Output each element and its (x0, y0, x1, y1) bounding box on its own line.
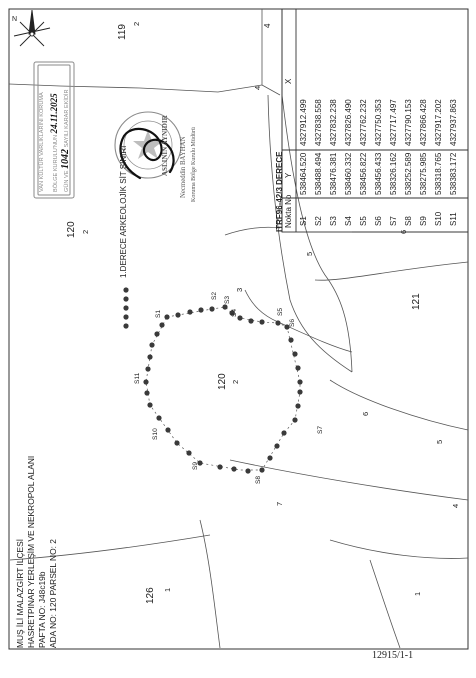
coord-row-y: 538326.162 (389, 152, 398, 195)
parcel-label: 5 (305, 251, 314, 256)
legend-dot (123, 323, 128, 328)
parcel-label: 1 (163, 587, 172, 592)
boundary-dot (187, 309, 192, 314)
document-number: 12915/1-1 (372, 650, 414, 661)
coord-row-x: 4327917.202 (434, 99, 443, 146)
stamp-council-date: 24.11.2025 (49, 93, 59, 134)
coord-row-y: 538275.985 (419, 152, 428, 195)
coord-row-x: 4327838.558 (314, 99, 323, 146)
copy-stamp-role: Koruma Bölge Kurulu Müdürü (191, 127, 197, 202)
boundary-line (262, 9, 280, 95)
boundary-dot (288, 337, 293, 342)
coord-row-y: 538252.589 (404, 152, 413, 195)
copy-stamp-title: ASLININ AYNIDIR (161, 115, 169, 176)
boundary-dot (297, 389, 302, 394)
map-frame (9, 9, 468, 649)
coord-row-point: S2 (314, 216, 323, 226)
coord-row-x: 4327866.428 (419, 99, 428, 146)
boundary-line (200, 520, 220, 648)
stamp-council-number: 1042 (60, 148, 71, 169)
parcel-label: 2 (231, 379, 240, 384)
point-label: S10 (152, 428, 159, 440)
boundary-dot (156, 415, 161, 420)
boundary-dot (164, 314, 169, 319)
boundary-dot (295, 365, 300, 370)
boundary-line (315, 262, 468, 280)
location-title-4: ADA NO: 120 PARSEL NO: 2 (48, 539, 58, 648)
compass-needle (29, 10, 35, 34)
boundary-dot (147, 402, 152, 407)
boundary-dot (209, 306, 214, 311)
parcel-label: 7 (275, 501, 284, 506)
coord-row-x: 4327762.232 (359, 99, 368, 146)
boundary-dot (259, 467, 264, 472)
coord-table-title: ITRF96-42/3 DERECE (275, 151, 284, 232)
point-label: S6 (289, 318, 296, 327)
legend-label: 1.DERECE ARKEOLOJİK SİT SINIRI (119, 145, 128, 278)
boundary-dot (292, 351, 297, 356)
parcel-label: 119 (117, 24, 128, 40)
coord-row-x: 4327826.490 (344, 99, 353, 146)
boundary-dot (143, 379, 148, 384)
boundary-dot (145, 366, 150, 371)
location-title-1: MUŞ İLİ MALAZGİRT İLÇESİ (15, 538, 25, 648)
point-label: S9 (192, 461, 199, 470)
boundary-dot (174, 440, 179, 445)
compass-north-label: N (12, 16, 18, 23)
parcel-boundaries (9, 9, 468, 648)
point-label: S3 (224, 295, 231, 304)
parcel-label: 121 (411, 293, 422, 310)
coord-row-y: 538476.381 (329, 152, 338, 195)
coord-row-y: 538488.494 (314, 152, 323, 195)
legend-dot (123, 287, 128, 292)
coord-row-y: 538460.332 (344, 152, 353, 195)
boundary-line (10, 535, 210, 560)
location-title-2: HASRETPINAR YERLEŞİM VE NEKROPOL ALANI (26, 455, 36, 648)
boundary-dot (292, 417, 297, 422)
boundary-dot (259, 319, 264, 324)
boundary-dot (295, 403, 300, 408)
boundary-dot (274, 443, 279, 448)
boundary-dot (144, 390, 149, 395)
seal-star (133, 130, 163, 159)
legend-dot (123, 296, 128, 301)
boundary-dot (222, 304, 227, 309)
parcel-label: 4 (253, 85, 262, 90)
parcel-label: 3 (235, 287, 244, 292)
parcel-label: 5 (435, 439, 444, 444)
boundary-dot (231, 466, 236, 471)
legend-dot (123, 305, 128, 310)
compass-center (30, 32, 34, 36)
boundary-dot (275, 320, 280, 325)
boundary-line (9, 84, 262, 92)
parcel-label: 126 (145, 587, 156, 604)
coord-row-x: 4327937.863 (449, 99, 458, 146)
point-label: S7 (317, 425, 324, 434)
boundary-dot (159, 322, 164, 327)
coord-row-x: 4327717.497 (389, 99, 398, 146)
coord-table-header-y: Y (284, 172, 293, 178)
point-label: S5 (277, 307, 284, 316)
parcel-label: 120 (66, 221, 77, 238)
point-label: S8 (255, 475, 262, 484)
coord-row-point: S9 (419, 216, 428, 226)
coord-row-point: S4 (344, 216, 353, 226)
point-label: S11 (134, 372, 141, 384)
boundary-dot (186, 450, 191, 455)
coord-row-point: S11 (449, 212, 458, 226)
boundary-dot (165, 427, 170, 432)
boundary-line (225, 227, 280, 235)
stamp-council-prefix: BÖLGE KURULU'NUN (53, 133, 59, 192)
stamp-council-line1: VAN KÜLTÜR VARLIKLARINI KORUMA (39, 92, 45, 192)
coord-row-x: 4327832.238 (329, 99, 338, 146)
copy-stamp-name: Necmeddin BAYHAN (180, 136, 187, 198)
coord-row-y: 538456.433 (374, 152, 383, 195)
boundary-dot (217, 464, 222, 469)
coord-row-x: 4327750.353 (374, 99, 383, 146)
coord-row-point: S1 (299, 216, 308, 226)
boundary-dot (198, 307, 203, 312)
parcel-label: 1 (413, 591, 422, 596)
parcel-label: 4 (263, 23, 272, 28)
boundary-line (268, 95, 352, 372)
parcel-label: 2 (81, 229, 90, 234)
boundary-dot (154, 331, 159, 336)
point-label: S4 (231, 308, 238, 317)
boundary-dot (267, 455, 272, 460)
boundary-dot (297, 379, 302, 384)
point-label: S1 (155, 309, 162, 318)
coord-row-point: S6 (374, 216, 383, 226)
parcel-label: 6 (399, 229, 408, 234)
boundary-dot (281, 430, 286, 435)
parcel-label: 6 (361, 411, 370, 416)
boundary-dot (175, 312, 180, 317)
coord-row-y: 538464.520 (299, 152, 308, 195)
boundary-line (330, 540, 468, 558)
coord-row-y: 538318.765 (434, 152, 443, 195)
stamp-council-line3-prefix: GÜN VE (64, 168, 70, 192)
legend-dot (123, 314, 128, 319)
coord-table-header-point: Nokta No (284, 194, 293, 228)
boundary-dot (149, 342, 154, 347)
point-label: S2 (211, 291, 218, 300)
legend-dots (123, 287, 128, 328)
boundary-line (230, 460, 468, 500)
coord-row-point: S8 (404, 216, 413, 226)
coord-row-point: S3 (329, 216, 338, 226)
stamp-council-line3 (61, 89, 71, 192)
coord-row-point: S10 (434, 211, 443, 226)
coord-row-point: S7 (389, 216, 398, 226)
coord-row-x: 4327912.499 (299, 99, 308, 146)
stamp-council-line3-suffix: SAYILI KARAR EKİDİR (64, 89, 70, 149)
boundary-dot (245, 468, 250, 473)
compass-rose (14, 10, 50, 46)
location-title-3: PAFTA NO: J48c19b (37, 571, 47, 648)
coord-row-x: 4327790.153 (404, 99, 413, 146)
coord-table-header-x: X (284, 78, 293, 84)
boundary-line (330, 380, 468, 430)
stamp-council-line2 (50, 93, 60, 192)
parcel-label: 120 (217, 373, 228, 390)
parcel-label: 4 (451, 503, 460, 508)
coord-row-point: S5 (359, 216, 368, 226)
coord-row-y: 538456.822 (359, 152, 368, 195)
boundary-dot (147, 354, 152, 359)
boundary-line (370, 560, 400, 648)
boundary-dot (248, 318, 253, 323)
coord-row-y: 538383.172 (449, 152, 458, 195)
parcel-label: 2 (132, 21, 141, 26)
